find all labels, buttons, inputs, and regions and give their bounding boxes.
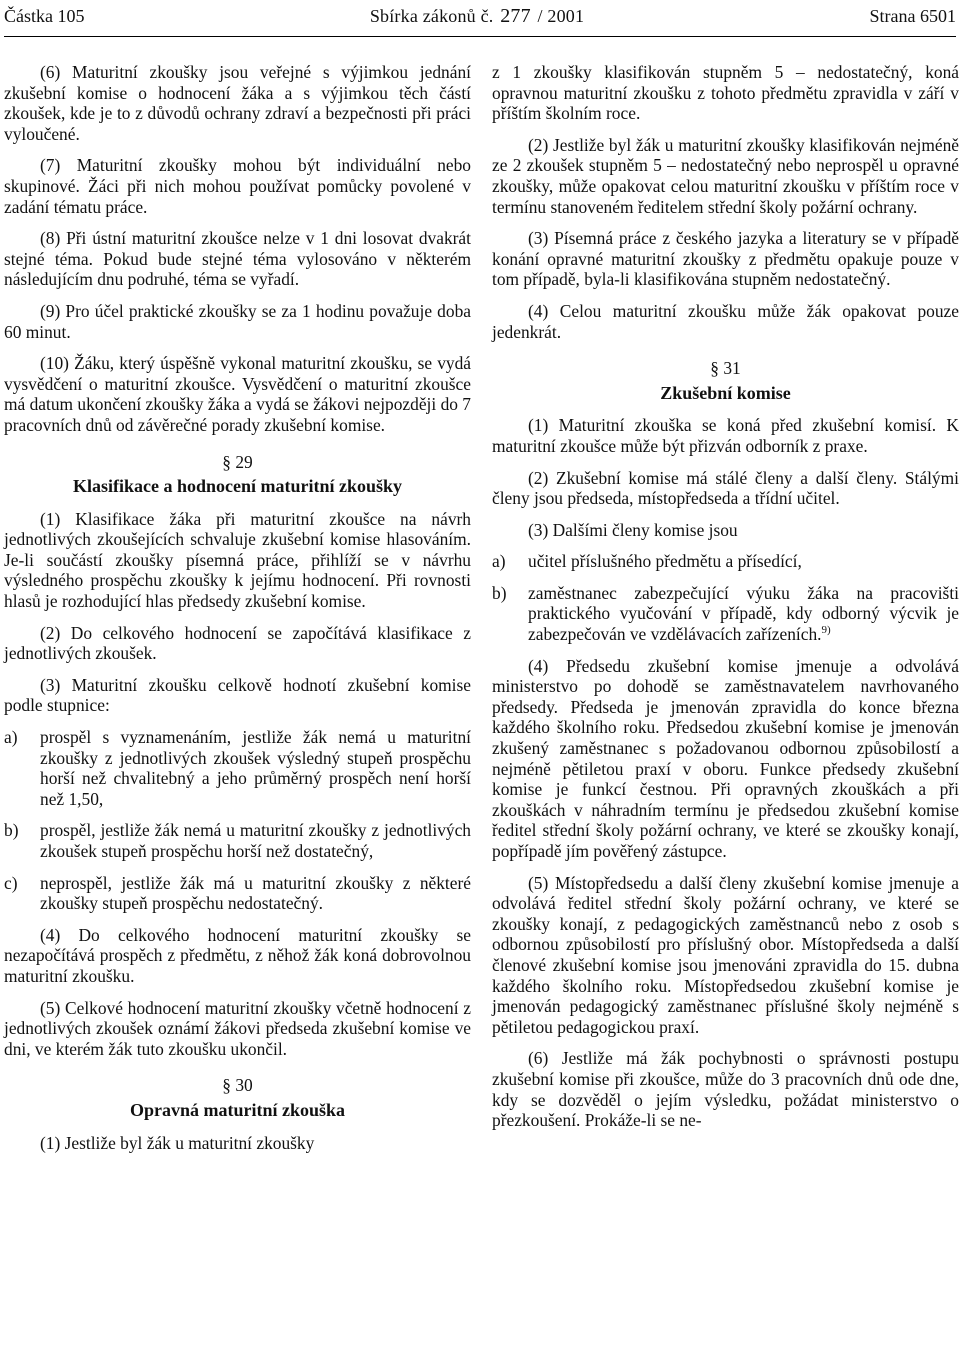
list-item: [492, 551, 959, 572]
header-collection-prefix: Sbírka zákonů č.: [369, 5, 494, 26]
s29-paragraph-2: (2) Do celkového hodnocení se započítává klasifikace z jednotlivých zkoušek.: [4, 622, 471, 664]
list-item-text: učitel příslušného předmětu a přísedící,: [528, 551, 802, 572]
right-column: [492, 62, 959, 1142]
header-collection-number: 277: [500, 4, 531, 27]
s31-paragraph-4: (4) Předsedu zkušební komise jmenuje a odvolává ministerstvo po dohodě se zaměstnavatelem navrhovaného předsedy. Předseda je jmenován zpravidla do konce března každého školního roku. Předsedou zkušební komise je jmenován zkušený zaměstnanec s požadovanou odbornou způsobilostí a nejméně pětiletou praxí v oboru. Funkce předsedy zkušební komise je funkcí čestnou. Při opravných zkouškách a při zkouškách v náhradním termínu je předsedou zkušební komise ředitel střední školy požární ochrany, ve které se zkoušky konají, popřípadě jím pověřený zástupce.: [492, 655, 959, 861]
s30-paragraph-4: (4) Celou maturitní zkoušku může žák opakovat pouze jedenkrát.: [492, 300, 959, 342]
section-31-number: § 31: [710, 358, 741, 379]
s30-paragraph-1-continued: z 1 zkoušky klasifikován stupněm 5 – nedostatečný, koná opravnou maturitní zkoušku z tohoto předmětu zpravidla v září v příštím školním roce.: [492, 62, 959, 124]
s30-paragraph-1: (1) Jestliže byl žák u maturitní zkoušky: [40, 1132, 315, 1153]
s31-paragraph-2: (2) Zkušební komise má stálé členy a další členy. Stálými členy jsou předseda, místopředseda a třídní učitel.: [492, 467, 959, 509]
list-item: [4, 820, 471, 861]
list-item-text: neprospěl, jestliže žák má u maturitní zkoušky z některé zkoušky stupeň prospěchu nedostatečný.: [40, 872, 471, 914]
list-item-text: prospěl, jestliže žák nemá u maturitní zkoušky z jednotlivých zkoušek stupeň prospěchu horší než dostatečný,: [40, 820, 471, 861]
section-30-title: Opravná maturitní zkouška: [129, 1099, 346, 1120]
s31-paragraph-3: (3) Dalšími členy komise jsou: [528, 519, 738, 540]
list-item: [492, 583, 959, 645]
section-30-number: § 30: [222, 1075, 253, 1096]
s29-paragraph-1: (1) Klasifikace žáka při maturitní zkoušce na návrh jednotlivých zkoušejících schvaluje zkušební komise hlasováním. Je-li součástí zkoušky písemná práce, přihlíží se v návrhu výsledného prospěchu zkoušky k jejímu hodnocení. Při rovnosti hlasů je rozhodující hlas předsedy zkušební komise.: [4, 508, 471, 612]
s31-paragraph-1: (1) Maturitní zkouška se koná před zkušební komisí. K maturitní zkoušce může být přizván odborník z praxe.: [492, 415, 959, 456]
s29-paragraph-3: (3) Maturitní zkoušku celkově hodnotí zkušební komise podle stupnice:: [4, 674, 471, 716]
section-29-number: § 29: [222, 451, 253, 472]
section-31-title: Zkušební komise: [660, 382, 791, 403]
paragraph-9: (9) Pro účel praktické zkoušky se za 1 hodinu považuje doba 60 minut.: [4, 300, 471, 342]
header-collection: [370, 6, 584, 27]
left-column: [4, 62, 471, 1164]
section-29-title: Klasifikace a hodnocení maturitní zkoušky: [72, 476, 403, 497]
list-item-label: a): [4, 727, 18, 748]
list-item-text: [528, 583, 959, 645]
header-page: Strana 6501: [869, 5, 956, 26]
list-item-label: c): [4, 872, 18, 893]
paragraph-7: (7) Maturitní zkoušky mohou být individuální nebo skupinové. Žáci při nich mohou používat pomůcky povolené v zadání tématu práce.: [4, 155, 471, 217]
list-item-text-body: zaměstnanec zabezpečující výuku žáka na pracovišti praktického vyučování v případě, kdy odborný výcvik je zabezpečován ve vzdělávacích zařízeních.: [528, 582, 959, 645]
list-item-label: a): [492, 551, 506, 572]
s29-paragraph-4: (4) Do celkového hodnocení maturitní zkoušky se nezapočítává prospěch z předmětu, z něhož žák koná dobrovolnou maturitní zkoušku.: [4, 924, 471, 986]
s29-paragraph-5: (5) Celkové hodnocení maturitní zkoušky včetně hodnocení z jednotlivých zkoušek oznámí žákovi předseda zkušební komise ve dni, ve kterém žák tuto zkoušku ukončil.: [4, 997, 471, 1059]
paragraph-8: (8) Při ústní maturitní zkoušce nelze v 1 dni losovat dvakrát stejné téma. Pokud bude stejné téma vylosováno v některém následujícím dnu podruhé, téma se vyřadí.: [4, 228, 471, 290]
list-item-label: b): [4, 820, 19, 841]
list-item-text: prospěl s vyznamenáním, jestliže žák nemá u maturitní zkoušky z jednotlivých zkoušek výsledný stupeň prospěchu horší než chvalitebný a jeho průměrný prospěch není horší než 1,50,: [40, 727, 471, 809]
paragraph-10: (10) Žáku, který úspěšně vykonal maturitní zkoušku, se vydá vysvědčení o maturitní zkoušce. Vysvědčení o maturitní zkoušce má datum ukončení zkoušky žáka a vydá se žákovi nejpozději do 7 pracovních dnů od závěrečné porady zkušební komise.: [4, 353, 471, 435]
list-item-label: b): [492, 582, 507, 603]
list-item: [4, 727, 471, 809]
s30-paragraph-2: (2) Jestliže byl žák u maturitní zkoušky klasifikován nejméně ze 2 zkoušek stupněm 5 – nedostatečný nebo neprospěl u opravné zkoušky, může opakovat celou maturitní zkoušku v příštím roce v termínu stanoveném ředitelem střední školy požární ochrany.: [492, 134, 959, 217]
s31-paragraph-6: (6) Jestliže má žák pochybnosti o správnosti postupu zkušební komise při zkoušce, může do 3 pracovních dnů ode dne, kdy se dozvěděl o jejím výsledku, požádat ministerstvo o přezkoušení. Prokáže-li se ne-: [492, 1048, 959, 1131]
s31-paragraph-5: (5) Místopředsedu a další členy zkušební komise jmenuje a odvolává ředitel střední školy požární ochrany, ve které se zkoušky konají, z pedagogických zaměstnanců nebo z osob s odbornou způsobilostí pro příslušný obor. Místopředseda a další členové zkušební komise jsou jmenováni zpravidla do 15. dubna každého školního roku. Místopředsedou zkušební komise je jmenován pedagogický zaměstnanec příslušné školy nejméně s pětiletou pedagogickou praxí.: [492, 872, 959, 1037]
list-item: [4, 873, 471, 914]
page-header: [4, 2, 956, 30]
header-issue: Částka 105: [4, 5, 85, 26]
header-collection-year: / 2001: [537, 5, 585, 26]
header-rule: [4, 36, 956, 37]
s30-paragraph-3: (3) Písemná práce z českého jazyka a literatury se v případě konání opravné maturitní zkoušky z předmětu opakuje pouze v tom případě, byla-li klasifikována stupněm nedostatečný.: [492, 228, 959, 290]
footnote-reference: 9): [821, 624, 831, 637]
paragraph-6: (6) Maturitní zkoušky jsou veřejné s výjimkou jednání zkušební komise o hodnocení žáka a s výjimkou těch částí zkoušek, kde je to z důvodů ochrany zdraví a bezpečnosti při práci vyloučené.: [4, 62, 471, 144]
